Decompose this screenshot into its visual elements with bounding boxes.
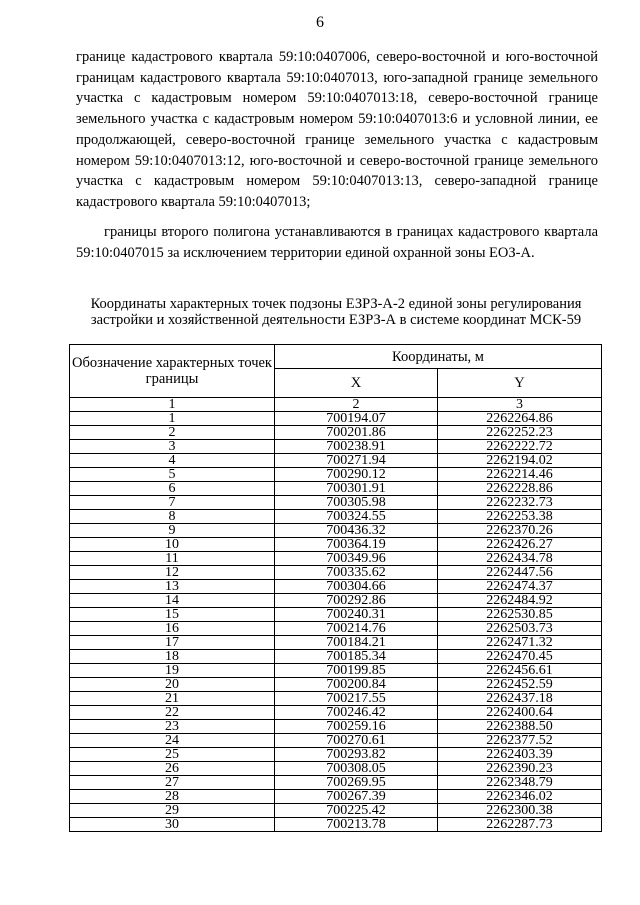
table-row	[70, 692, 602, 706]
table-row	[70, 426, 602, 440]
table-row	[70, 468, 602, 482]
point-number-cell: 12	[70, 566, 275, 580]
x-coordinate-cell: 700267.39	[275, 790, 438, 804]
y-coordinate-cell: 2262403.39	[438, 748, 602, 762]
table-row	[70, 790, 602, 804]
x-coordinate-cell: 700290.12	[275, 468, 438, 482]
x-coordinate-cell: 700308.05	[275, 762, 438, 776]
table-row	[70, 454, 602, 468]
paragraph-boundary-description: границе кадастрового квартала 59:10:0407006, северо-восточной и юго-восточной границам кадастрового квартала 59:10:0407013, юго-западной границе земельного участка с кадастровым номером 59:10:0407013:18, северо-восточной границе земельного участка с кадастровым номером 59:10:0407013:6 и условной линии, ее продолжающей, северо-восточной границе земельного участка с кадастровым номером 59:10:0407013:12, юго-восточной и северо-восточной границе земельного участка с кадастровым номером 59:10:0407013:13, северо-западной границе кадастрового квартала 59:10:0407013;	[76, 49, 598, 210]
point-number-cell: 6	[70, 482, 275, 496]
y-coordinate-cell: 2262503.73	[438, 622, 602, 636]
table-row	[70, 622, 602, 636]
point-number-cell: 15	[70, 608, 275, 622]
point-number-cell: 27	[70, 776, 275, 790]
x-coordinate-cell: 700200.84	[275, 678, 438, 692]
column-number-cell: 1	[70, 398, 275, 412]
x-coordinate-cell: 700364.19	[275, 538, 438, 552]
y-coordinate-cell: 2262222.72	[438, 440, 602, 454]
x-coordinate-cell: 700269.95	[275, 776, 438, 790]
y-coordinate-cell: 2262232.73	[438, 496, 602, 510]
table-row	[70, 524, 602, 538]
table-row	[70, 804, 602, 818]
y-coordinate-cell: 2262390.23	[438, 762, 602, 776]
y-coordinate-cell: 2262377.52	[438, 734, 602, 748]
point-number-cell: 17	[70, 636, 275, 650]
point-number-cell: 9	[70, 524, 275, 538]
table-row	[70, 412, 602, 426]
point-number-cell: 3	[70, 440, 275, 454]
point-number-cell: 21	[70, 692, 275, 706]
point-number-cell: 4	[70, 454, 275, 468]
header-coordinates: Координаты, м	[275, 345, 602, 369]
x-coordinate-cell: 700324.55	[275, 510, 438, 524]
point-number-cell: 8	[70, 510, 275, 524]
point-number-cell: 25	[70, 748, 275, 762]
x-coordinate-cell: 700225.42	[275, 804, 438, 818]
y-coordinate-cell: 2262456.61	[438, 664, 602, 678]
table-row	[70, 496, 602, 510]
y-coordinate-cell: 2262228.86	[438, 482, 602, 496]
point-number-cell: 20	[70, 678, 275, 692]
table-row	[70, 636, 602, 650]
point-number-cell: 28	[70, 790, 275, 804]
y-coordinate-cell: 2262252.23	[438, 426, 602, 440]
y-coordinate-cell: 2262400.64	[438, 706, 602, 720]
x-coordinate-cell: 700270.61	[275, 734, 438, 748]
x-coordinate-cell: 700194.07	[275, 412, 438, 426]
x-coordinate-cell: 700259.16	[275, 720, 438, 734]
point-number-cell: 16	[70, 622, 275, 636]
y-coordinate-cell: 2262253.38	[438, 510, 602, 524]
table-row	[70, 552, 602, 566]
x-coordinate-cell: 700293.82	[275, 748, 438, 762]
point-number-cell: 22	[70, 706, 275, 720]
column-number-cell: 3	[438, 398, 602, 412]
x-coordinate-cell: 700199.85	[275, 664, 438, 678]
table-row	[70, 538, 602, 552]
x-coordinate-cell: 700184.21	[275, 636, 438, 650]
table-body	[70, 398, 602, 832]
y-coordinate-cell: 2262426.27	[438, 538, 602, 552]
y-coordinate-cell: 2262474.37	[438, 580, 602, 594]
x-coordinate-cell: 700201.86	[275, 426, 438, 440]
table-row	[70, 510, 602, 524]
table-row	[70, 650, 602, 664]
point-number-cell: 23	[70, 720, 275, 734]
x-coordinate-cell: 700246.42	[275, 706, 438, 720]
point-number-cell: 29	[70, 804, 275, 818]
x-coordinate-cell: 700213.78	[275, 818, 438, 832]
table-row	[70, 580, 602, 594]
y-coordinate-cell: 2262388.50	[438, 720, 602, 734]
point-number-cell: 1	[70, 412, 275, 426]
y-coordinate-cell: 2262437.18	[438, 692, 602, 706]
x-coordinate-cell: 700240.31	[275, 608, 438, 622]
table-row	[70, 776, 602, 790]
table-row	[70, 818, 602, 832]
point-number-cell: 2	[70, 426, 275, 440]
point-number-cell: 19	[70, 664, 275, 678]
point-number-cell: 24	[70, 734, 275, 748]
y-coordinate-cell: 2262264.86	[438, 412, 602, 426]
point-number-cell: 7	[70, 496, 275, 510]
y-coordinate-cell: 2262484.92	[438, 594, 602, 608]
x-coordinate-cell: 700301.91	[275, 482, 438, 496]
y-coordinate-cell: 2262214.46	[438, 468, 602, 482]
table-title: Координаты характерных точек подзоны ЕЗРЗ-А-2 единой зоны регулирования застройки и хозяйственной деятельности ЕЗРЗ-А в системе координат МСК-59	[90, 296, 582, 328]
point-number-cell: 30	[70, 818, 275, 832]
point-number-cell: 13	[70, 580, 275, 594]
point-number-cell: 10	[70, 538, 275, 552]
x-coordinate-cell: 700214.76	[275, 622, 438, 636]
table-row	[70, 482, 602, 496]
y-coordinate-cell: 2262530.85	[438, 608, 602, 622]
table-row	[70, 748, 602, 762]
point-number-cell: 5	[70, 468, 275, 482]
x-coordinate-cell: 700185.34	[275, 650, 438, 664]
table-row	[70, 664, 602, 678]
y-coordinate-cell: 2262452.59	[438, 678, 602, 692]
header-x: X	[275, 369, 438, 398]
y-coordinate-cell: 2262300.38	[438, 804, 602, 818]
y-coordinate-cell: 2262346.02	[438, 790, 602, 804]
coordinates-table	[69, 344, 602, 832]
y-coordinate-cell: 2262447.56	[438, 566, 602, 580]
x-coordinate-cell: 700271.94	[275, 454, 438, 468]
column-number-cell: 2	[275, 398, 438, 412]
column-number-row	[70, 398, 602, 412]
table-row	[70, 440, 602, 454]
table-row	[70, 734, 602, 748]
y-coordinate-cell: 2262194.02	[438, 454, 602, 468]
x-coordinate-cell: 700238.91	[275, 440, 438, 454]
x-coordinate-cell: 700217.55	[275, 692, 438, 706]
paragraph-second-polygon: границы второго полигона устанавливаются в границах кадастрового квартала 59:10:0407015 за исключением территории единой охранной зоны ЕОЗ-А.	[76, 224, 598, 261]
x-coordinate-cell: 700305.98	[275, 496, 438, 510]
table-row	[70, 720, 602, 734]
x-coordinate-cell: 700349.96	[275, 552, 438, 566]
x-coordinate-cell: 700292.86	[275, 594, 438, 608]
table-row	[70, 608, 602, 622]
point-number-cell: 14	[70, 594, 275, 608]
y-coordinate-cell: 2262470.45	[438, 650, 602, 664]
point-number-cell: 18	[70, 650, 275, 664]
table-row	[70, 706, 602, 720]
y-coordinate-cell: 2262471.32	[438, 636, 602, 650]
point-number-cell: 11	[70, 552, 275, 566]
header-y: Y	[438, 369, 602, 398]
y-coordinate-cell: 2262287.73	[438, 818, 602, 832]
table-row	[70, 678, 602, 692]
table-row	[70, 762, 602, 776]
table-row	[70, 566, 602, 580]
header-point-label: Обозначение характерных точек границы	[70, 345, 275, 398]
y-coordinate-cell: 2262348.79	[438, 776, 602, 790]
table-row	[70, 594, 602, 608]
x-coordinate-cell: 700304.66	[275, 580, 438, 594]
x-coordinate-cell: 700436.32	[275, 524, 438, 538]
point-number-cell: 26	[70, 762, 275, 776]
x-coordinate-cell: 700335.62	[275, 566, 438, 580]
y-coordinate-cell: 2262434.78	[438, 552, 602, 566]
y-coordinate-cell: 2262370.26	[438, 524, 602, 538]
page-number: 6	[316, 14, 324, 31]
